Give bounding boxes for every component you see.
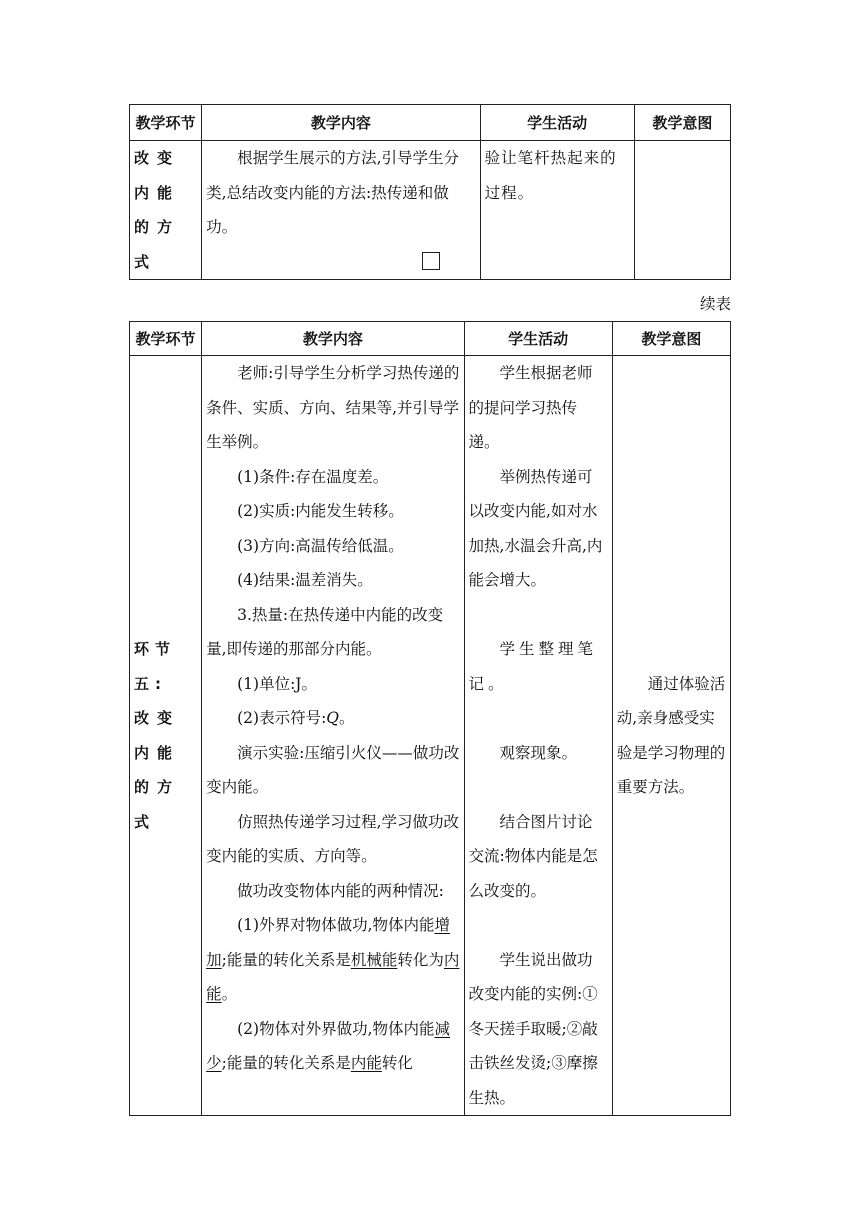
content-p13-b: ;能量的转化关系是 xyxy=(221,1054,351,1072)
placeholder-box-icon xyxy=(422,252,440,270)
header-section: 教学环节 xyxy=(130,322,202,356)
section-cell xyxy=(130,356,202,1116)
section-title: 改变内能的方式 xyxy=(134,709,181,831)
content-p12-d: 。 xyxy=(221,985,238,1003)
symbol-q: Q xyxy=(326,709,340,727)
intent-cell xyxy=(612,356,730,1116)
answer-blank-mechanical: 机械能 xyxy=(350,950,398,969)
content-p7: (1)单位:J。 xyxy=(237,674,318,693)
continued-label: 续表 xyxy=(699,295,731,313)
header-content: 教学内容 xyxy=(202,322,464,356)
content-p3: (2)实质:内能发生转移。 xyxy=(237,502,404,520)
content-text: 根据学生展示的方法,引导学生分类,总结改变内能的方法:热传递和做功。 xyxy=(206,149,460,236)
activity-a5: 结合图片讨论交流:物体内能是怎么改变的。 xyxy=(468,812,598,900)
header-intent: 教学意图 xyxy=(634,105,730,141)
header-activity: 学生活动 xyxy=(480,105,634,141)
content-p8-end: 。 xyxy=(339,709,355,727)
content-p9: 演示实验:压缩引火仪——做功改变内能。 xyxy=(206,743,460,796)
activity-a6: 学生说出做功改变内能的实例:①冬天搓手取暖;②敲击铁丝发烫;③摩擦生热。 xyxy=(468,950,598,1107)
activity-a2: 举例热传递可以改变内能,如对水加热,水温会升高,内能会增大。 xyxy=(468,467,603,589)
content-p12-c: 转化为 xyxy=(397,950,444,969)
content-p4: (3)方向:高温传给低温。 xyxy=(237,536,404,555)
content-p12-a: (1)外界对物体做功,物体内能 xyxy=(237,916,435,934)
activity-a3: 学生整理笔记。 xyxy=(468,640,598,693)
activity-a1: 学生根据老师的提问学习热传递。 xyxy=(468,364,593,451)
content-p13 xyxy=(206,1012,459,1081)
content-p8-text: (2)表示符号: xyxy=(237,709,327,727)
content-p8 xyxy=(206,701,459,736)
answer-blank-internal: 内能 xyxy=(206,950,460,1003)
section-cell: 改变内能的方式 xyxy=(130,141,202,280)
header-content: 教学内容 xyxy=(202,105,480,141)
content-cell xyxy=(202,356,464,1116)
section-prefix: 环节五: xyxy=(134,640,177,693)
intent-cell xyxy=(634,141,730,280)
header-activity: 学生活动 xyxy=(464,322,612,356)
content-p12 xyxy=(206,908,459,1012)
answer-blank-increase: 增加 xyxy=(206,916,451,969)
intent-text: 通过体验活动,亲身感受实验是学习物理的重要方法。 xyxy=(616,674,726,796)
content-p10: 仿照热传递学习过程,学习做功改变内能的实质、方向等。 xyxy=(206,812,460,865)
activity-text: 验让笔杆热起来的过程。 xyxy=(484,149,617,202)
activity-a4: 观察现象。 xyxy=(499,743,578,762)
content-p13-c: 转化 xyxy=(381,1054,413,1072)
answer-blank-internal-2: 内能 xyxy=(350,1054,382,1072)
content-p6: 3.热量:在热传递中内能的改变量,即传递的那部分内能。 xyxy=(206,605,444,658)
lesson-table-continued xyxy=(129,321,731,1116)
content-p11: 做功改变物体内能的两种情况: xyxy=(237,881,444,900)
activity-cell xyxy=(480,141,634,280)
content-p13-a: (2)物体对外界做功,物体内能 xyxy=(237,1019,435,1038)
header-section: 教学环节 xyxy=(130,105,202,141)
header-intent: 教学意图 xyxy=(612,322,730,356)
answer-blank-decrease: 减少 xyxy=(206,1019,451,1072)
content-p12-b: ;能量的转化关系是 xyxy=(221,950,351,969)
content-p5: (4)结果:温差消失。 xyxy=(237,571,373,589)
content-p2: (1)条件:存在温度差。 xyxy=(237,467,389,486)
content-p1: 老师:引导学生分析学习热传递的条件、实质、方向、结果等,并引导学生举例。 xyxy=(206,364,460,451)
activity-cell xyxy=(464,356,612,1116)
